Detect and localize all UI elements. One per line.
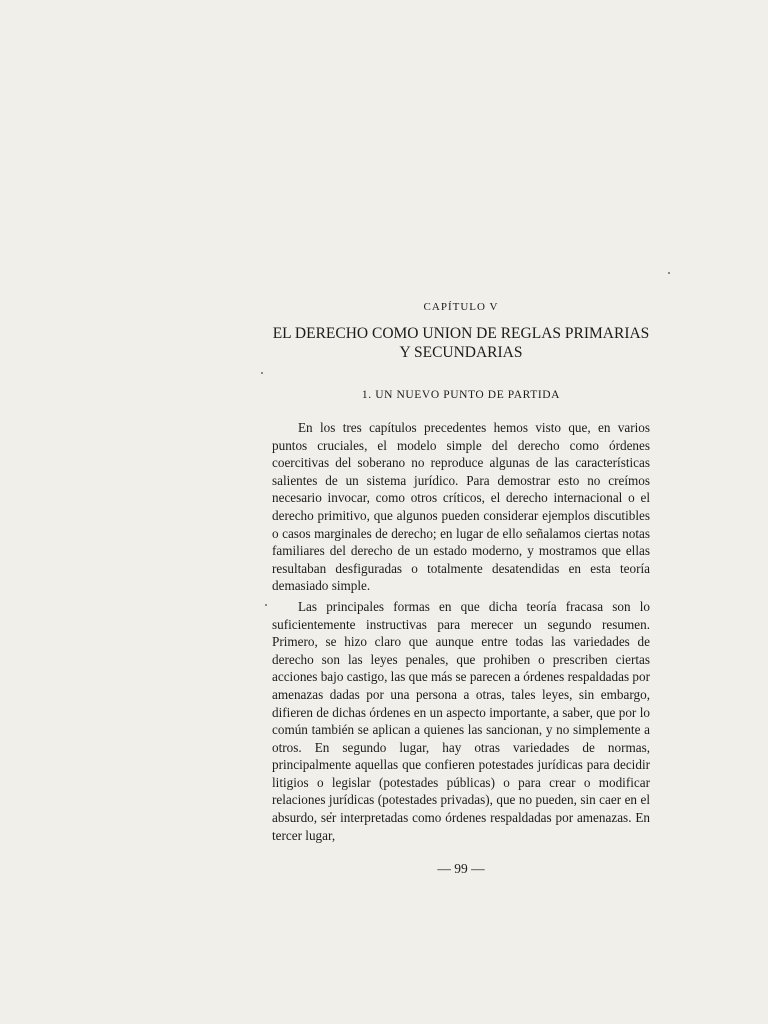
scan-speck [265,604,267,606]
paragraph-2: Las principales formas en que dicha teoría fracasa son lo suficientemente instructivas para merecer un segundo resumen. Primero, se hizo claro que aunque entre todas las variedades de derecho son las leyes penales, que prohiben o prescriben ciertas acciones bajo castigo, las que más se parecen a órdenes respaldadas por amenazas dadas por una persona a otras, tales leyes, sin embargo, difieren de dichas órdenes en un aspecto importante, a saber, que por lo común también se aplican a quienes las sancionan, y no simplemente a otros. En segundo lugar, hay otras variedades de normas, principalmente aquellas que confieren potestades jurídicas para decidir litigios o legislar (potestades públicas) o para crear o modificar relaciones jurídicas (potestades privadas), que no pueden, sin caer en el absurdo, ser interpretadas como órdenes respaldadas por amenazas. En tercer lugar, [272,598,650,843]
paragraph-1: En los tres capítulos precedentes hemos visto que, en varios puntos cruciales, el modelo simple del derecho como órdenes coercitivas del soberano no reproduce algunas de las características salientes de un sistema jurídico. Para demostrar esto no creímos necesario invocar, como otros críticos, el derecho internacional o el derecho primitivo, que algunos pueden considerar ejemplos discutibles o casos marginales de derecho; en lugar de ello señalamos ciertas notas familiares del derecho de un estado moderno, y mostramos que ellas resultaban desfiguradas o totalmente desatendidas en esta teoría demasiado simple. [272,420,650,594]
chapter-title [272,324,650,362]
section-heading: 1. UN NUEVO PUNTO DE PARTIDA [361,389,561,401]
scan-speck [668,272,670,274]
page-content [272,300,650,878]
chapter-label: CAPÍTULO V [423,301,499,313]
page-number: — 99 — [437,861,485,877]
scan-speck [261,372,263,374]
chapter-title-line-2: Y SECUNDARIAS [399,344,523,361]
chapter-title-line-1: EL DERECHO COMO UNION DE REGLAS PRIMARIAS [272,325,650,342]
